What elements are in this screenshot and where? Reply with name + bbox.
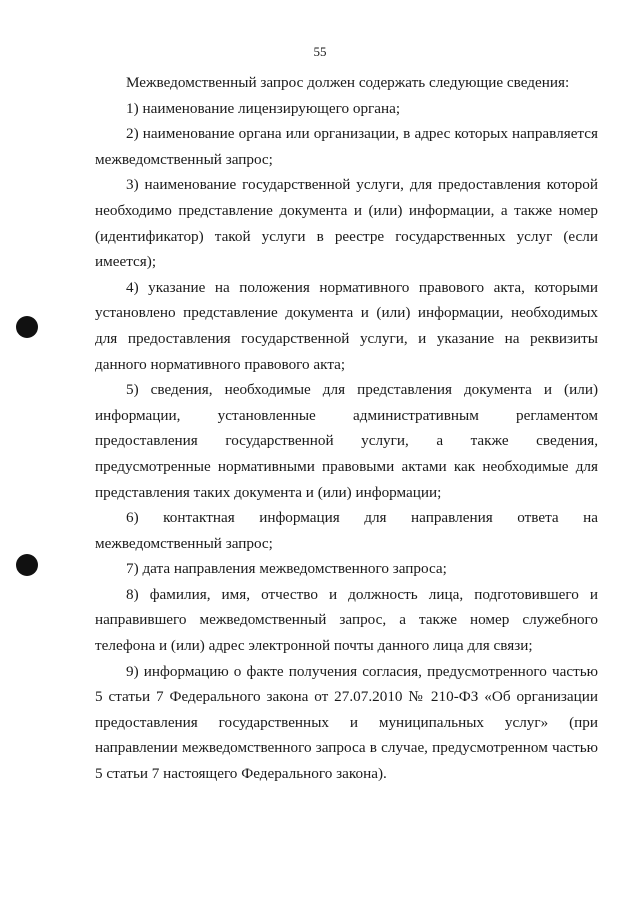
list-item-6: 6) контактная информация для направления ответа на межведомственный запрос;: [95, 509, 598, 552]
list-item-2: 2) наименование органа или организации, в адрес которых направляется межведомственный запрос;: [95, 125, 598, 168]
list-item-1: 1) наименование лицензирующего органа;: [126, 99, 401, 117]
page-number: 55: [313, 44, 327, 59]
paragraph-intro: Межведомственный запрос должен содержать следующие сведения:: [126, 74, 570, 91]
list-item-5: 5) сведения, необходимые для представления документа и (или) информации, установленные административным регламентом предоставления государственной услуги, а также сведения, предусмотренные нормативными правовыми актами как необходимые для представления таких документа и (или) информации;: [95, 381, 598, 501]
list-item-8: 8) фамилия, имя, отчество и должность лица, подготовившего и направившего межведомственный запрос, а также номер служебного телефона и (или) адрес электронной почты данного лица для связи;: [95, 585, 598, 655]
list-item-7: 7) дата направления межведомственного запроса;: [126, 560, 447, 578]
punch-hole-mark: [16, 554, 38, 576]
list-item-9: 9) информацию о факте получения согласия, предусмотренного частью 5 статьи 7 Федерального закона от 27.07.2010 № 210-ФЗ «Об организации предоставления государственных и муниципальных услуг» (при направлении межведомственного запроса в случае, предусмотренном частью 5 статьи 7 настоящего Федерального закона).: [95, 662, 598, 783]
punch-hole-mark: [16, 316, 38, 338]
list-item-4: 4) указание на положения нормативного правового акта, которыми установлено представление документа и (или) информации, необходимых для предоставления государственной услуги, и указание на реквизиты данного нормативного правового акта;: [95, 278, 598, 373]
document-body: [95, 70, 598, 787]
list-item-3: 3) наименование государственной услуги, для предоставления которой необходимо представление документа и (или) информации, а также номер (идентификатор) такой услуги в реестре государственных услуг (если имеется);: [95, 176, 598, 271]
